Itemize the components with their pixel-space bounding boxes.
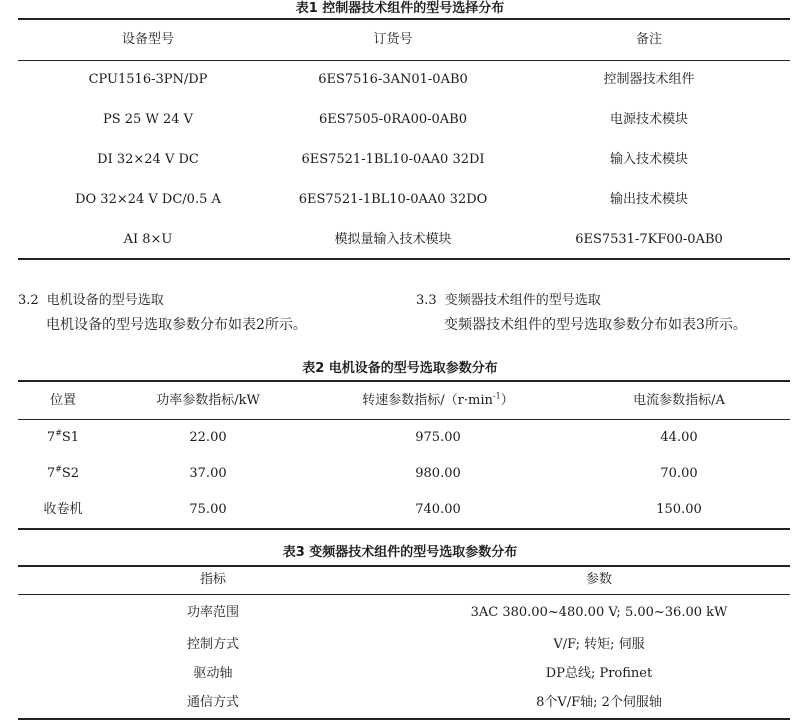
table1-cell: 6ES7531-7KF00-0AB0 bbox=[575, 232, 723, 247]
table2-cell: 740.00 bbox=[415, 502, 461, 517]
section-title: 电机设备的型号选取 bbox=[46, 293, 164, 308]
table1-cell: 输出技术模块 bbox=[609, 192, 688, 207]
table3-header-indicator: 指标 bbox=[199, 572, 226, 587]
table1-header-rule bbox=[18, 60, 790, 61]
position-number: 收卷机 bbox=[43, 502, 83, 517]
table3-cell: 驱动轴 bbox=[193, 666, 233, 681]
table2-position-cell bbox=[18, 466, 108, 482]
table2-position-cell bbox=[18, 430, 108, 446]
section-3-3-heading bbox=[416, 292, 601, 310]
position-number: 7 bbox=[46, 430, 56, 445]
table3-cell: V/F; 转矩; 伺服 bbox=[553, 637, 645, 652]
table2-cell: 150.00 bbox=[656, 502, 702, 517]
table1-caption: 表1 控制器技术组件的型号选择分布 bbox=[295, 1, 505, 16]
section-3-2-heading bbox=[18, 292, 164, 310]
table2-header-power: 功率参数指标/kW bbox=[156, 393, 260, 408]
table2-top-rule bbox=[18, 380, 790, 382]
table1-cell: 电源技术模块 bbox=[609, 112, 688, 127]
speed-header-close: ） bbox=[500, 393, 514, 408]
section-number: 3.2 bbox=[18, 293, 39, 308]
table2-bottom-rule bbox=[18, 528, 790, 530]
table1-header-remark: 备注 bbox=[635, 32, 662, 47]
table2-cell: 980.00 bbox=[415, 466, 461, 481]
table2-header-speed bbox=[308, 393, 568, 409]
table2-header-position: 位置 bbox=[49, 393, 76, 408]
table2-header-current: 电流参数指标/A bbox=[633, 393, 725, 408]
table3-cell: 8个V/F轴; 2个伺服轴 bbox=[536, 695, 662, 710]
table2-position-cell bbox=[18, 502, 108, 518]
table2-cell: 44.00 bbox=[660, 430, 698, 445]
table1-cell: 控制器技术组件 bbox=[603, 72, 695, 87]
section-title: 变频器技术组件的型号选取 bbox=[444, 293, 601, 308]
table2-cell: 37.00 bbox=[189, 466, 227, 481]
position-number: 7 bbox=[46, 466, 56, 481]
table3-header-parameter: 参数 bbox=[585, 572, 612, 587]
table3-cell: DP总线; Profinet bbox=[545, 666, 653, 681]
table3-cell: 3AC 380.00~480.00 V; 5.00~36.00 kW bbox=[470, 605, 728, 620]
table1-cell: 6ES7516-3AN01-0AB0 bbox=[318, 72, 468, 87]
table3-cell: 通信方式 bbox=[186, 695, 239, 710]
table2-caption: 表2 电机设备的型号选取参数分布 bbox=[302, 361, 498, 376]
table3-header-rule bbox=[18, 594, 790, 595]
table1-cell: 6ES7505-0RA00-0AB0 bbox=[318, 112, 467, 127]
table1-cell: PS 25 W 24 V bbox=[102, 112, 194, 127]
table1-header-model: 设备型号 bbox=[121, 32, 174, 47]
table2-header-rule bbox=[18, 419, 790, 420]
position-mark: # bbox=[55, 464, 62, 474]
table2-cell: 975.00 bbox=[415, 430, 461, 445]
section-3-2-body: 电机设备的型号选取参数分布如表2所示。 bbox=[46, 317, 307, 333]
table3-caption: 表3 变频器技术组件的型号选取参数分布 bbox=[282, 545, 518, 560]
section-3-3-body: 变频器技术组件的型号选取参数分布如表3所示。 bbox=[444, 317, 747, 333]
table3-cell: 控制方式 bbox=[186, 637, 239, 652]
table3-top-rule bbox=[18, 565, 790, 567]
table1-cell: 输入技术模块 bbox=[609, 152, 688, 167]
table1-top-rule bbox=[18, 18, 790, 20]
speed-header-exponent: -1 bbox=[492, 391, 501, 401]
table1-cell: DO 32×24 V DC/0.5 A bbox=[75, 192, 221, 207]
table1-header-order-no: 订货号 bbox=[373, 32, 413, 47]
table1-cell: DI 32×24 V DC bbox=[97, 152, 199, 167]
table1-cell: AI 8×U bbox=[123, 232, 173, 247]
table1-cell: 6ES7521-1BL10-0AA0 32DI bbox=[301, 152, 485, 167]
table3-cell: 功率范围 bbox=[186, 605, 239, 620]
speed-header-text: 转速参数指标/（r·min bbox=[362, 393, 493, 408]
table1-cell: 6ES7521-1BL10-0AA0 32DO bbox=[298, 192, 488, 207]
position-suffix: S2 bbox=[61, 466, 80, 481]
table2-cell: 22.00 bbox=[189, 430, 227, 445]
table1-bottom-rule bbox=[18, 258, 790, 260]
section-number: 3.3 bbox=[416, 293, 437, 308]
position-suffix: S1 bbox=[61, 430, 80, 445]
table3-bottom-rule bbox=[18, 718, 790, 720]
table2-cell: 75.00 bbox=[189, 502, 227, 517]
table1-cell: CPU1516-3PN/DP bbox=[88, 72, 208, 87]
position-mark: # bbox=[55, 428, 62, 438]
table1-cell: 模拟量输入技术模块 bbox=[334, 232, 452, 247]
table2-cell: 70.00 bbox=[660, 466, 698, 481]
